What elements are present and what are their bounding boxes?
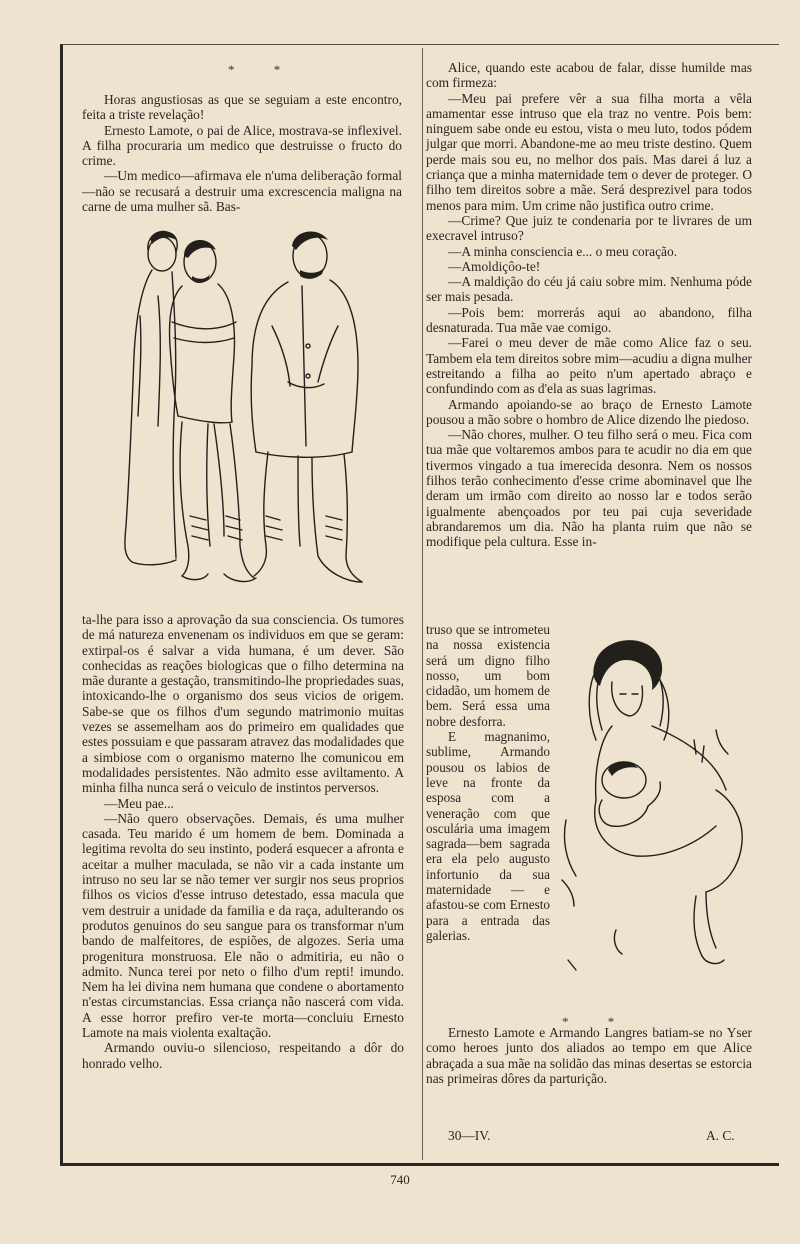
paragraph: Armando apoiando-se ao braço de Ernesto Lamote pousou a mão sobre o hombro de Alice dizendo lhe piedoso.	[426, 396, 752, 427]
paragraph: —Meu pai prefere vêr a sua filha morta a vêla amamentar esse intruso que ela traz no ventre. Pois bem: ninguem sabe onde eu estou, vista o meu luto, todos pódem julgar que morri. Abandone-me ao meu triste destino. Quem perde mais sou eu, no melhor dos pais. Mas darei á luz a criança que a minha maternidade tem o dever de proteger. O filho tem direitos sobre a mãe. Será desprezivel para todos menos para mim. Um crime não justifica outro crime.	[426, 90, 752, 213]
paragraph: Ernesto Lamote, o pai de Alice, mostrava-se inflexivel. A filha procuraria um medico que destruisse o fructo do crime.	[82, 122, 402, 169]
paragraph: Horas angustiosas as que se seguiam a este encontro, feita a triste revelação!	[82, 92, 402, 123]
paragraph: E magnanimo, sublime, Armando pousou os labios de leve na fronte da esposa com a veneração com que osculária uma imagem sagrada—bem sagrada era ela pelo augusto infortunio da sua maternidade — e afastou-se com Ernesto para a entrada das galerias.	[426, 729, 550, 943]
paragraph: —Não chores, mulher. O teu filho será o meu. Fica com tua mãe que voltaremos ambos para te acudir no dia em que tivermos vingado a tua imerecida desonra. Nem os nossos filhos terão conhecimento d'esse crime abominavel que lhe deram um irmão com direito ao nosso lar e todos serão igualmente abençoados por teu pai cuja severidade abrandaremos um dia. Não ha planta ruim que não se modifique pela cultura. Esse in-	[426, 427, 752, 550]
section-break-stars: * *	[228, 62, 299, 77]
paragraph: —Não quero observações. Demais, és uma mulher casada. Teu marido é um homem de bem. Dominada a legitima revolta do seu instinto, poderá esquecer a afronta e aceitar a mulher maculada, se não vir a cada instante um intruso no seu lar se não temer ver surgir nos seus proprios filhos os vicios d'esse intruso detestado, essa macula que vem destruir a unidade da familia e da raça, adulterando os produtos genuinos do seu sangue para os transformar n'um bando de malfeitores, de espiões, de algozes. Seria uma progenitura monstruosa. Ele não o admitiria, eu não o admito. Nunca terei por neto o filho d'um repti! imundo. Nem ha lei divina nem humana que condene o abortamento n'estas circumstancias. Essa criança não nascerá com vida. A esse horror prefiro ver-te morta—concluiu Ernesto Lamote na mais violenta exaltação.	[82, 810, 404, 1041]
paragraph: —Pois bem: morrerás aqui ao abandono, filha desnaturada. Tua mãe vae comigo.	[426, 304, 752, 336]
right-column-narrow	[426, 622, 550, 943]
author-initials: A. C.	[706, 1128, 735, 1143]
column-divider	[422, 48, 423, 1160]
right-column-top	[426, 60, 752, 550]
right-column-bottom	[426, 1025, 752, 1086]
paragraph: Armando ouviu-o silencioso, respeitando a dôr do honrado velho.	[82, 1040, 404, 1071]
page-number: 740	[390, 1172, 410, 1187]
left-column-top	[82, 92, 402, 214]
section-break-stars: * *	[562, 1014, 633, 1029]
paragraph: Alice, quando este acabou de falar, disse humilde mas com firmeza:	[426, 60, 752, 91]
paragraph: —Farei o meu dever de mãe como Alice faz o seu. Tambem ela tem direitos sobre mim—acudiu a digna mulher estreitando a filha ao peito n'um apertado abraço e confundindo com as d'ela as suas lagrimas.	[426, 335, 752, 397]
paragraph: —Amoldiçôo-te!	[448, 258, 541, 274]
paragraph: Ernesto Lamote e Armando Langres batiam-se no Yser como heroes junto dos aliados ao tempo em que Alice abraçada a sua mãe na solidão das minas desertas se estorcia nas primeiras dôres da parturição.	[426, 1025, 752, 1086]
paragraph: —Meu pae...	[104, 795, 174, 811]
paragraph: truso que se intrometeu na nossa existencia será um digno filho nosso, um bom cidadão, um homem de bem. Será essa uma nobre desforra.	[426, 622, 550, 729]
mother-and-child-illustration	[556, 630, 756, 990]
paragraph: —Um medico—afirmava ele n'uma deliberação formal—não se recusará a destruir uma excrescencia maligna na carne de uma mulher sã. Bas-	[82, 168, 402, 215]
left-column-bottom	[82, 612, 404, 1071]
paragraph: —A maldição do céu já caiu sobre mim. Nenhuma póde ser mais pesada.	[426, 274, 752, 305]
paragraph: —Crime? Que juiz te condenaria por te livrares de um execravel intruso?	[426, 212, 752, 244]
paragraph: ta-lhe para isso a aprovação da sua consciencia. Os tumores de má natureza envenenam os individuos em que se geram: extirpal-os é salvar a vida humana, é um dever. São conhecidas as reações biologicas que o filho determina na mãe durante a gestação, transmitindo-lhe propriedades suas, intoxicando-lhe o organismo dos seus vicios de origem. Sabe-se que os filhos d'um segundo matrimonio muitas vezes se assemelham aos do primeiro em qualidades que estes possuiam e que passaram atravez das modalidades que a simbiose com o organismo materno lhe comunicou em modalidades persistentes. Não admito esse aviltamento. A minha filha nunca será o veiculo de instintos perversos.	[82, 612, 405, 796]
article-date: 30—IV.	[448, 1128, 491, 1143]
paragraph: —A minha consciencia e... o meu coração.	[448, 243, 678, 259]
three-figures-illustration	[112, 226, 392, 604]
